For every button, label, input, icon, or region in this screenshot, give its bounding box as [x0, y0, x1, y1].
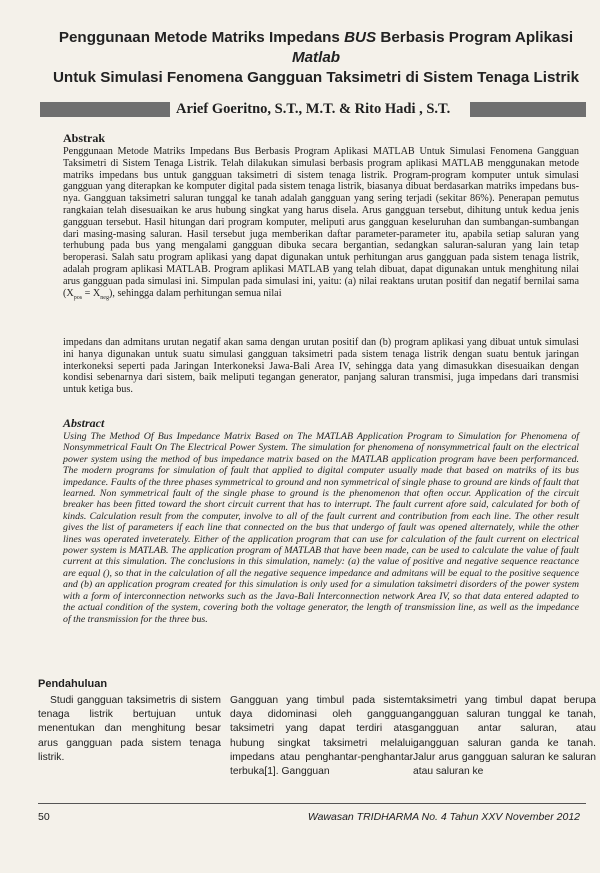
abstract-heading: Abstract	[63, 416, 105, 430]
abstrak-paragraph-2: impedans dan admitans urutan negatif akan sama dengan urutan positif dan (b) program aplikasi yang dibuat untuk simulasi ini hanya digunakan untuk suatu simulasi gangguan taksimetri pada sistem tenaga listrik dengan suatu bentuk jaringan interkoneksi seperti pada Jaringan Interkoneksi Jawa-Bali Area IV, sehingga data yang dimasukkan disesuaikan dengan kondisi sebenarnya dari sistem, baik meliputi tegangan generator, panjang saluran transmisi, juga impedans dari transmisi untuk ketiga bus.	[63, 337, 579, 396]
journal-name: Wawasan TRIDHARMA No. 4 Tahun XXV November 2012	[307, 811, 580, 823]
pendahuluan-column-3: taksimetri yang timbul dapat berupa gangguan saluran tunggal ke tanah, gangguan antar saluran, atau gangguan saluran ganda ke tanah. Jalur arus gangguan saluran ke saluran atau saluran ke	[413, 695, 596, 778]
author-bar-left-decoration	[40, 102, 170, 117]
abstrak-paragraph-1: Penggunaan Metode Matriks Impedans Bus Berbasis Program Aplikasi MATLAB Untuk Simulasi Fenomena Gangguan Taksimetri di Sistem Tenaga Listrik. Telah dilakukan simulasi berbasis program aplikasi MATLAB menggunakan metode matriks impedans bus untuk gangguan taksimetri di sistem tenaga listrik. Program-program komputer untuk simulasi gangguan yang diterapkan ke komputer digital pada sistem tenaga listrik, biasanya dibuat berdasarkan matriks impedans bus-nya. Gangguan taksimetri saluran tunggal ke tanah adalah gangguan yang sering terjadi (sekitar 86%). Penerapan pemutus rangkaian telah disesuaikan ke arus hubung singkat yang harus disela. Arus gangguan tersebut, dihitung untuk kedua jenis gangguan tersebut. Hasil hitungan dari program komputer, meliputi arus gangguan keseluruhan dan sumbangan-sumbangan dari masing-masing saluran. Hasil tersebut juga memberikan daftar parameter-parameter itu, apabila setiap saluran yang terhubung pada bus yang mengalami gangguan dibuka secara bergantian, sedangkan saluran-saluran yang lain tetap beroperasi. Salah satu program aplikasi yang dapat digunakan untuk perhitungan arus gangguan pada sistem tenaga listrik, adalah program aplikasi MATLAB. Program aplikasi MATLAB yang telah dibuat, dapat digunakan untuk menghitung nilai arus gangguan pada simulasi ini. Simpulan pada simulasi ini, yaitu: (a) nilai reaktans urutan positif dan negatif bernilai sama $(X_{pos} = X_{neg})$, sehingga dalam perhitungan semua nilai	[63, 146, 579, 301]
footer-divider	[38, 803, 586, 804]
pendahuluan-column-1: Studi gangguan taksimetris di sistem tenaga listrik bertujuan untuk menentukan dan menghitung besar arus gangguan pada sistem tenaga listrik.	[38, 695, 221, 763]
page-number: 50	[38, 811, 50, 823]
abstract-paragraph: Using The Method Of Bus Impedance Matrix Based on The MATLAB Application Program to Simulation for Phenomena of Nonsymmetrical Fault On The Electrical Power System. The simulation for phenomena of nonsymmetrical fault on the electrical power system using the method of bus impedance matrix based on the MATLAB application program have been performanced. The modern programs for simulation of fault that applied to digital computer usually made that based on matriks of its bus impedance. Faults of the three phases symmetrical to ground and non symmetrical of single phase to ground are kinds of fault that learned. Non symmetrical fault of the single phase to ground is the phenomenon that often occur. Application of the circuit breaker has been fitted toward the short circuit current that has to interrupt. The fault current afore said, calculated for both of kinds. Calculation result from the computer, involve to all of the fault current and contribution from each line. The other result gives the list of parameters if each line that connected on the bus that undergo of fault was opened alternately, while the other lines was operated inveterately. Either of the application program that can use for calculation of the fault current on electrical power system is MATLAB. The application program of MATLAB that have been made, can be used to calculate the value of fault current at this simulation. The conclusions in this simulation, namely: (a) the value of positive and negative sequence reactance are equal (), so that in the calculation of all the negative sequence impedance and admitans will be equal to the positive sequence and (b) an application program created for this simulation is only used for a simulation taksimetri disorders of the power system with a form of interconnection networks such as the Java-Bali Interconnection network Area IV, so that data entered adapted to the actual condition of the system, covering both the voltage generator, the length of transmission line, as well as the impedance of the transmission for the three bus.	[63, 431, 579, 625]
authors: Arief Goeritno, S.T., M.T. & Rito Hadi , S.T.	[176, 101, 451, 117]
author-bar-right-decoration	[470, 102, 586, 117]
abstrak-heading: Abstrak	[63, 131, 106, 145]
pendahuluan-column-2: Gangguan yang timbul pada sistem daya didominasi oleh gangguan taksimetri yang dapat terdiri atas hubung singkat taksimetri melalui impedans atau penghantar-penghantar terbuka[1]. Gangguan	[230, 695, 413, 778]
author-bar	[40, 99, 586, 119]
title-line1: Penggunaan Metode Matriks Impedans BUS Berbasis Program Aplikasi Matlab	[58, 29, 574, 66]
title-line2: Untuk Simulasi Fenomena Gangguan Taksimetri di Sistem Tenaga Listrik	[52, 69, 580, 86]
pendahuluan-heading: Pendahuluan	[38, 678, 108, 690]
paper-title	[42, 28, 590, 88]
